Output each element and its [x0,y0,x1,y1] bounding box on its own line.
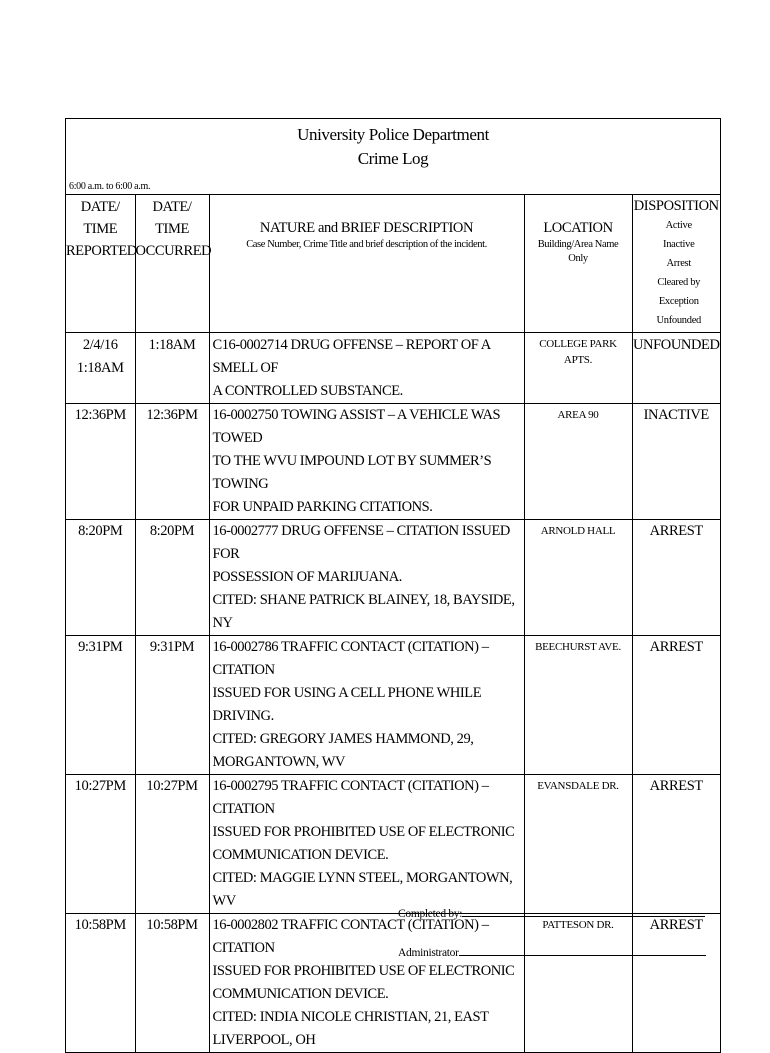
location-cell: COLLEGE PARK APTS. [524,333,632,404]
reported-cell: 8:20PM [66,520,135,636]
header-nature-description [209,195,524,333]
location-cell: PATTESON DR. [524,914,632,1053]
disposition-cell: ARREST [632,520,720,636]
occurred-cell: 12:36PM [135,404,209,520]
disposition-option: Cleared by [657,277,701,288]
occurred-cell: 10:58PM [135,914,209,1053]
disposition-option: Unfounded [656,315,702,326]
disposition-option: Arrest [666,258,691,269]
occurred-cell: 8:20PM [135,520,209,636]
document-title: Crime Log [357,149,429,168]
location-cell: EVANSDALE DR. [524,775,632,914]
location-cell: BEECHURST AVE. [524,636,632,775]
table-row [66,636,720,775]
occurred-cell: 1:18AM [135,333,209,404]
location-subtitle-2: Only [568,253,588,264]
nature-subtitle: Case Number, Crime Title and brief description of the incident. [246,239,487,250]
table-row [66,914,720,1053]
reported-cell: 10:27PM [66,775,135,914]
table-row [66,520,720,636]
log-title-block [66,119,720,179]
reported-cell: 12:36PM [66,404,135,520]
location-cell: ARNOLD HALL [524,520,632,636]
description-cell: 16-0002802 TRAFFIC CONTACT (CITATION) – CITATION ISSUED FOR PROHIBITED USE OF ELECTRONIC COMMUNICATION DEVICE. CITED: INDIA NICOLE CHRISTIAN, 21, EAST LIVERPOOL, OH [209,914,524,1053]
header-date-time-occurred: DATE/ TIME OCCURRED [135,195,209,333]
nature-title: NATURE and BRIEF DESCRIPTION [259,220,474,236]
location-cell: AREA 90 [524,404,632,520]
administrator-signature-field[interactable] [459,954,706,956]
time-span: 6:00 a.m. to 6:00 a.m. [69,181,151,192]
disposition-cell: UNFOUNDED [632,337,720,353]
table-row [66,404,720,520]
table-row [66,775,720,914]
disposition-title: DISPOSITION [633,198,719,214]
description-cell: C16-0002714 DRUG OFFENSE – REPORT OF A SMELL OF A CONTROLLED SUBSTANCE. [209,333,524,404]
description-cell: 16-0002786 TRAFFIC CONTACT (CITATION) – CITATION ISSUED FOR USING A CELL PHONE WHILE DRIVING. CITED: GREGORY JAMES HAMMOND, 29, MORGANTOWN, WV [209,636,524,775]
disposition-cell: INACTIVE [632,404,720,520]
header-disposition [632,195,720,333]
header-date-time-reported: DATE/ TIME REPORTED [66,195,135,333]
header-location [524,195,632,333]
occurred-cell: 9:31PM [135,636,209,775]
occurred-cell: 10:27PM [135,775,209,914]
description-cell: 16-0002777 DRUG OFFENSE – CITATION ISSUED FOR POSSESSION OF MARIJUANA. CITED: SHANE PATRICK BLAINEY, 18, BAYSIDE, NY [209,520,524,636]
column-header-row [66,195,720,333]
department-name: University Police Department [297,125,489,144]
entries-table [66,194,720,1052]
disposition-option: Exception [658,296,699,307]
reported-cell: 10:58PM [66,914,135,1053]
reported-cell: 9:31PM [66,636,135,775]
administrator-line [398,947,706,959]
description-cell: 16-0002795 TRAFFIC CONTACT (CITATION) – CITATION ISSUED FOR PROHIBITED USE OF ELECTRONIC COMMUNICATION DEVICE. CITED: MAGGIE LYNN STEEL, MORGANTOWN, WV [209,775,524,914]
completed-by-line [398,908,705,920]
disposition-option: Active [665,220,692,231]
completed-by-label: Completed by: [398,908,463,920]
table-row [66,333,720,404]
description-cell: 16-0002750 TOWING ASSIST – A VEHICLE WAS TOWED TO THE WVU IMPOUND LOT BY SUMMER’S TOWING FOR UNPAID PARKING CITATIONS. [209,404,524,520]
administrator-label: Administrator [398,947,459,959]
disposition-option: Inactive [663,239,695,250]
completed-by-signature-field[interactable] [462,915,705,917]
disposition-cell: ARREST [632,914,720,1053]
location-subtitle: Building/Area Name [537,239,619,250]
reported-cell: 2/4/16 1:18AM [66,333,135,404]
disposition-cell: ARREST [632,636,720,775]
disposition-cell: ARREST [632,775,720,914]
location-title: LOCATION [543,220,613,236]
